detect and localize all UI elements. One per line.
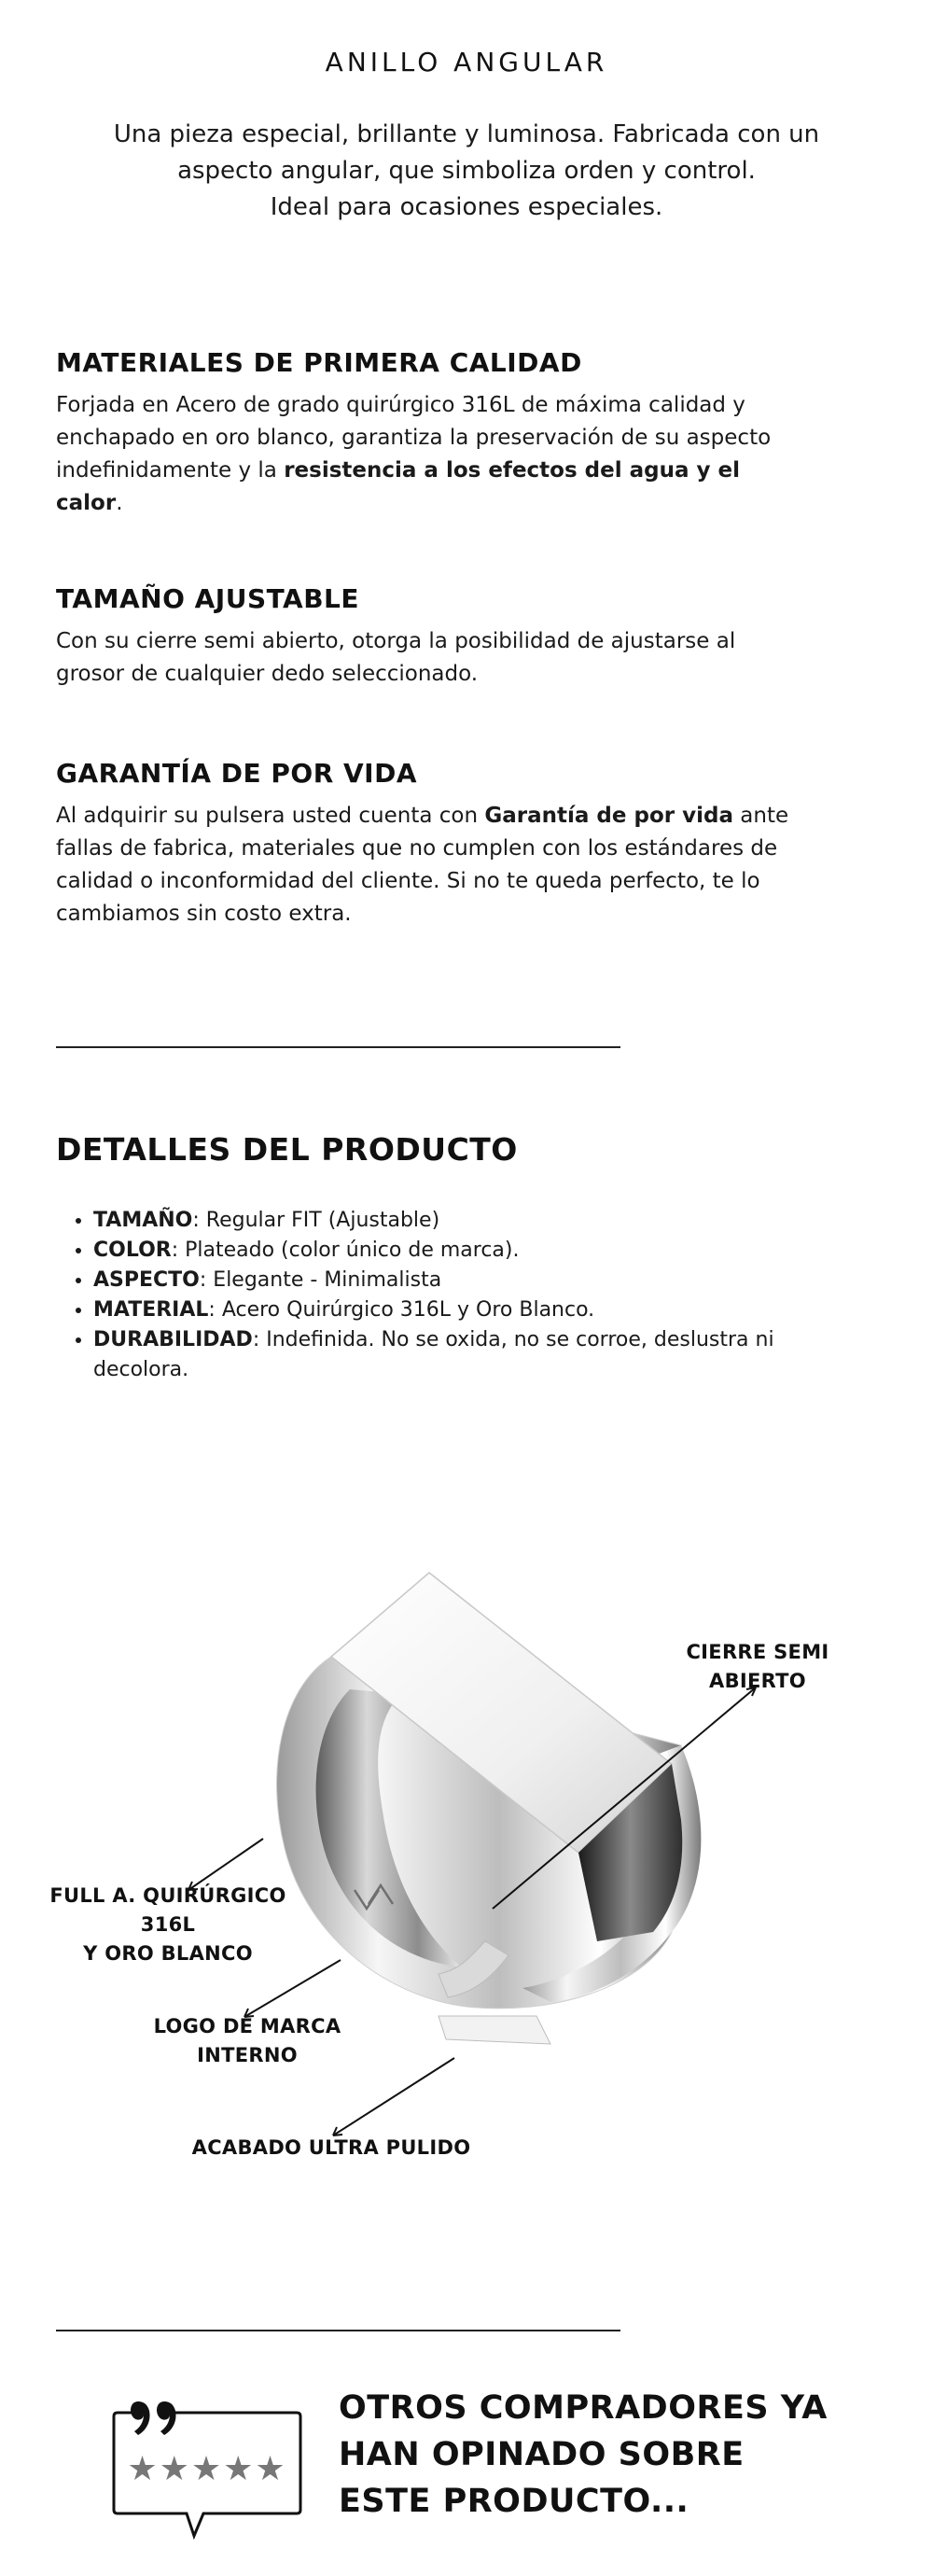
details-label: MATERIAL — [93, 1298, 209, 1322]
callout-material-line: FULL A. QUIRÚRGICO 316L — [49, 1884, 286, 1936]
ring-image — [0, 1531, 933, 2203]
intro-line: aspecto angular, que simboliza orden y control. — [177, 157, 756, 185]
feature-warranty — [56, 758, 802, 931]
feature-heading: MATERIALES DE PRIMERA CALIDAD — [56, 347, 582, 378]
feature-materials — [56, 347, 802, 520]
star-rating: ★★★★★ — [127, 2450, 287, 2488]
details-item — [93, 1206, 830, 1236]
callout-logo: LOGO DE MARCA INTERNO — [153, 2015, 341, 2066]
feature-text — [56, 625, 802, 691]
details-label: DURABILIDAD — [93, 1328, 253, 1351]
divider — [56, 2330, 620, 2331]
details-value: : Indefinida. No se oxida, no se corroe, deslustra ni decolora. — [93, 1328, 774, 1381]
reviews-title-line: HAN OPINADO SOBRE — [339, 2436, 745, 2473]
details-label: ASPECTO — [93, 1268, 200, 1292]
details-value: : Elegante - Minimalista — [199, 1268, 442, 1292]
reviews-title-line: OTROS COMPRADORES YA — [339, 2389, 828, 2427]
intro-line: Ideal para ocasiones especiales. — [270, 193, 663, 221]
reviews-title-line: ESTE PRODUCTO... — [339, 2483, 689, 2520]
callout-material — [28, 1882, 308, 1968]
details-item — [93, 1295, 830, 1325]
feature-text-bold: resistencia a los efectos del agua y el calor — [56, 458, 740, 515]
callout-material-line: Y ORO BLANCO — [83, 1942, 253, 1965]
details-label: COLOR — [93, 1239, 172, 1262]
feature-text-part: Al adquirir su pulsera usted cuenta con — [56, 804, 485, 828]
feature-text — [56, 389, 802, 520]
reviews-title — [339, 2385, 861, 2525]
details-title: DETALLES DEL PRODUCTO — [56, 1131, 518, 1168]
feature-text — [56, 800, 802, 931]
details-item — [93, 1236, 830, 1266]
feature-text-part: ante fallas de fabrica, materiales que no cumplen con los estándares de calidad o inconformidad del cliente. Si no te queda perfecto, te lo cambiamos sin costo extra. — [56, 804, 789, 926]
quote-box — [110, 2394, 306, 2543]
feature-size — [56, 583, 802, 691]
feature-text-part: . — [116, 491, 123, 515]
intro-text — [93, 117, 840, 226]
feature-text-part: Con su cierre semi abierto, otorga la posibilidad de ajustarse al grosor de cualquier dedo seleccionado. — [56, 629, 736, 686]
divider — [56, 1046, 620, 1048]
ring-illustration — [0, 1531, 933, 2203]
feature-text-part: Forjada en Acero de grado quirúrgico 316L de máxima calidad y enchapado en oro blanco, garantiza la preservación de su aspecto indefinidamente y la — [56, 393, 772, 483]
details-value: : Regular FIT (Ajustable) — [192, 1209, 440, 1232]
feature-text-bold: Garantía de por vida — [484, 804, 733, 828]
quote-icon — [110, 2394, 306, 2543]
details-item — [93, 1266, 830, 1295]
intro-line: Una pieza especial, brillante y luminosa. Fabricada con un — [113, 120, 820, 148]
page-title: ANILLO ANGULAR — [325, 47, 608, 77]
details-value: : Plateado (color único de marca). — [171, 1239, 520, 1262]
details-list — [56, 1206, 830, 1385]
details-label: TAMAÑO — [93, 1209, 193, 1232]
details-value: : Acero Quirúrgico 316L y Oro Blanco. — [208, 1298, 595, 1322]
callout-cierre: CIERRE SEMI ABIERTO — [686, 1641, 829, 1692]
feature-heading: TAMAÑO AJUSTABLE — [56, 583, 360, 614]
feature-heading: GARANTÍA DE POR VIDA — [56, 758, 418, 789]
details-item — [93, 1325, 830, 1385]
callout-acabado: ACABADO ULTRA PULIDO — [191, 2136, 471, 2159]
